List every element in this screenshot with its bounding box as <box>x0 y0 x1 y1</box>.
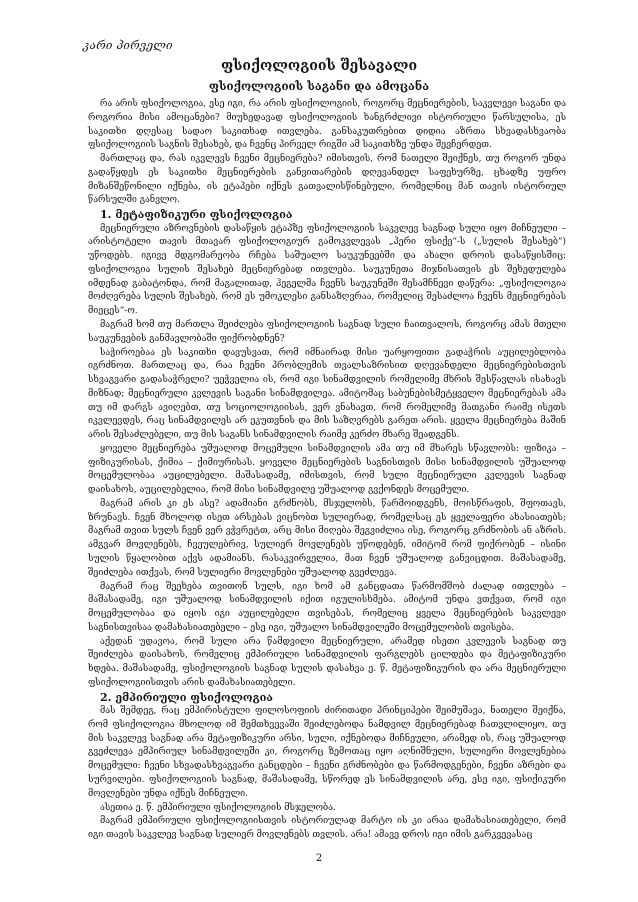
page-number: 2 <box>315 853 323 864</box>
paragraph: მას შემდეგ, რაც ემპირისტული ფილოსოფიის ძირითადი პრინციპები შეიმუშავა, ნათელი შეიქნა, რომ ფსიქოლოგია მხოლოდ იმ შემთხვევაში შეიძლებოდა ნამდვილ მეცნიერებად ჩათვლილიყო, თუ მის საკვლევ საგნად არა მეტაფიზიკური არსი, სული, იქნებოდა მიჩნეული, არამედ ის, რაც უშუალოდ გვეძლევა ემპირიულ სინამდვილეში კი, როგორც ზემოთაც იყო აღნიშნული, სულიერი მოვლენებია მოცემული: ჩვენი სხვადასხვაგვარი განცდები – ჩვენი გრძნობები და წარმოდგენები, ჩვენი აზრები და სურვილები. ფსიქოლოგიის საგნად, მაშასადამე, სწორედ ეს სინამდვილის არე, ესე იგი, ფსიქიკური მოვლენები უნდა იქნეს მიჩნეული. <box>88 706 566 799</box>
body-text <box>88 98 566 843</box>
section-subtitle: ფსიქოლოგიის საგანი და ამოცანა <box>208 79 430 93</box>
paragraph: მაგრამ ემპირიული ფსიქოლოგიისთვის ისტორიულად მარტო ის კი არაა დამახასიათებელი, რომ იგი თავის საკვლევ საგნად სულიერ მოვლენებს თვლის. არა! ამავე დროს იგი იმის გარკვევასაც <box>88 816 566 841</box>
paragraph: მეცნიერული აზროვნების დასაწყის ეტაპზე ფსიქოლოგიის საკვლევ საგნად სული იყო მიჩნეული – არისტოტელი თავის მთავარ ფსიქოლოგიურ გამოკვლევას „პერი ფსიქე“-ს („სულის შესახებ“) უწოდებს. იგივე მდგომარეობა რჩება საშუალო საუკუნეებში და ახალი დროის დასაწყისშიც: ფსიქოლოგია სულის შესახებ მეცნიერებად ითვლება. საუკუნეთა მიჯნისათვის ეს შეხედულება იმდენად გაბატონდა, რომ მაგალითად, ჰეგელმა ჩვენს საუკუნეში შესამჩნევი დაწერა: „ფსიქოლოგია მოძღვრება სულის შესახებ, რომ ეს უმოკლესი განსაზღვრაა, რომელიც შესაძლოა ჩვენს მეცნიერებას მიეცეს“-ო. <box>88 223 566 317</box>
paragraph: მაგრამ ხომ თუ მართლა შეიძლება ფსიქოლოგიის საგნად სული ჩაითვალოს, როგორც ამას მთელი საუკუნეების განმავლობაში ფიქრობდნენ? <box>88 319 566 344</box>
page-title: ფსიქოლოგიის შესავალი <box>220 58 418 74</box>
paragraph: რა არის ფსიქოლოგია, ესე იგი, რა არის ფსიქოლოგიის, როგორც მეცნიერების, საკვლევი საგანი და როგორია მისი ამოცანები? მიუხედავად ფსიქოლოგიის ხანგრძლივი ისტორიული წარსულისა, ეს საკითხი დღესაც სადაო საკითხად ითვლება. განსაკუთრებით დიდია აზრთა სხვადასხვაობა ფსიქოლოგიის საგნის შესახებ, და ჩვენც პირველ რიგში ამ საკითხზე უნდა შევჩერდეთ. <box>88 99 566 151</box>
paragraph: ასეთია ე. წ. ემპირიული ფსიქოლოგიის მსჯელობა. <box>100 802 336 813</box>
paragraph: აქედან უდავოა, რომ სული არა წამდვილი მეცნიერული, არამედ ისეთი კვლევის საგნად თუ შეიძლება დაისახოს, რომელიც ემპირიული სინამდვილის ფარგლებს ცილდება და მეტაფიზიკური ხდება. მაშასადამე, ფსიქოლოგიის საგნად სულის დასახვა ე. წ. მეტაფიზიკურის და არა მეცნიერული ფსიქოლოგიისთვის არის დამახასიათებელი. <box>88 636 566 688</box>
part-label: კარი პირველი <box>83 38 173 52</box>
section-heading: 2. ემპირიული ფსიქოლოგია <box>100 690 273 704</box>
paragraph: ყოველი მეცნიერება უშუალოდ მოცემული სინამდვილის ამა თუ იმ მხარეს სწავლობს: ფიზიკა – ფიზიკურისას, ქიმია – ქიმიურისას. ყოველი მეცნიერების საგნისთვის მისი სინამდვილის უშუალოდ მოცემულობაა აუცილებელი. მაშასადამე, იმისთვის, რომ სული მეცნიერული კვლევის საგნად დაისახოს, აუცილებელია, რომ მისი სინამდვილე უშუალოდ გვქონდეს მოცემული. <box>88 443 566 496</box>
paragraph: საჭიროებაა ეს საკითხი დავუსვათ, რომ იმნაირად მისი უარყოფითი გადაჭრის აუცილებლობა იგრძნოთ. მართლაც და, რაა ჩვენი პრობლემის თვალსაზრისით დღევანდელი მეცნიერებისთვის სხვაგვარი გადასაჭრელი? უეჭველია ის, რომ იგი სინამდვილის რომელიმე მხრის შესწავლას ისახავს მიზნად; მეცნიერული კვლევის საგანი სინამდვილეა. ამიტომაც საბუნებისმეტყველო მეცნიერებას ამა თუ იმ დარგს ავიღებთ, თუ სოციოლოგიისას, ვერ ვნახავთ, რომ რომელიმე მათგანი რაიმე ისეთს იკვლევდეს, რაც სინამდვილეს არ ეკუთვნის და მის საზღვრებს გარეთ არის. ყველა მეცნიერება მაშინ არის შესაძლებელი, თუ მის საგანს სინამდვილის რაიმე კერძო მხარე შეადგენს. <box>88 347 566 441</box>
paragraph: მაგრამ რაც შეეხება თვითონ სულს, იგი ხომ ამ განცდათა წარმომშობ ძალად ითვლება – მაშასადამე, იგი უშუალოდ სინამდვილის იქით იგულისხმება. ამიტომ უნდა ვთქვათ, რომ იგი მოცემულობაა და იყოს იგი აუცილებელი თვისებას, რომელიც ყველა მეცნიერების საკვლევი საგნისთვისაა დამახასიათებელი – ესე იგი, უშუალო სინამდვილეში მოცემულობის თვისება. <box>88 581 566 633</box>
paragraph: მაგრამ არის კი ეს ასე? ადამიანი გრძნობს, მსჯელობს, წარმოიდგენს, მოისწრაფის, შფოთავს, ზრუნავს. ჩვენ მხოლოდ ისეთ არსებას ვიცნობთ სულიერად, რომელსაც ეს ყველაფერი ახასიათებს; მაგრამ თვით სულს ჩვენ ვერ ვჭვრეტთ, არც მისი მიღება შეგვიძლია ისე, როგორც გრძნობის ან აზრის. ამგვარ მოვლენებს, ჩვეულებრივ, სულიერ მოვლენებს უწოდებენ, იმიტომ რომ ფიქრობენ – ისინი სულის წყალობით აქვს ადამიანს. რასაკვირველია, მათ ჩვენ უშუალოდ განვიცდით. მაშასადამე, შეიძლება ითქვას, რომ სულიერი მოვლენები უშუალოდ გვეძლევა. <box>88 498 566 578</box>
paragraph: მართლაც და, რას იკვლევს ჩვენი მეცნიერება? იმისთვის, რომ ნათელი შეიქნეს, თუ როგორ უნდა გადაწყდეს ეს საკითხი მეცნიერების განვითარების დღევანდელ საფეხურზე, ცხადზე უფრო მიზანშეწონილი იქნება, ის ეტაპები იქნეს გათვალისწინებული, რომელნიც მან თავის ისტორიულ წარსულში განვლო. <box>88 154 566 206</box>
section-heading: 1. მეტაფიზიკური ფსიქოლოგია <box>100 208 293 222</box>
